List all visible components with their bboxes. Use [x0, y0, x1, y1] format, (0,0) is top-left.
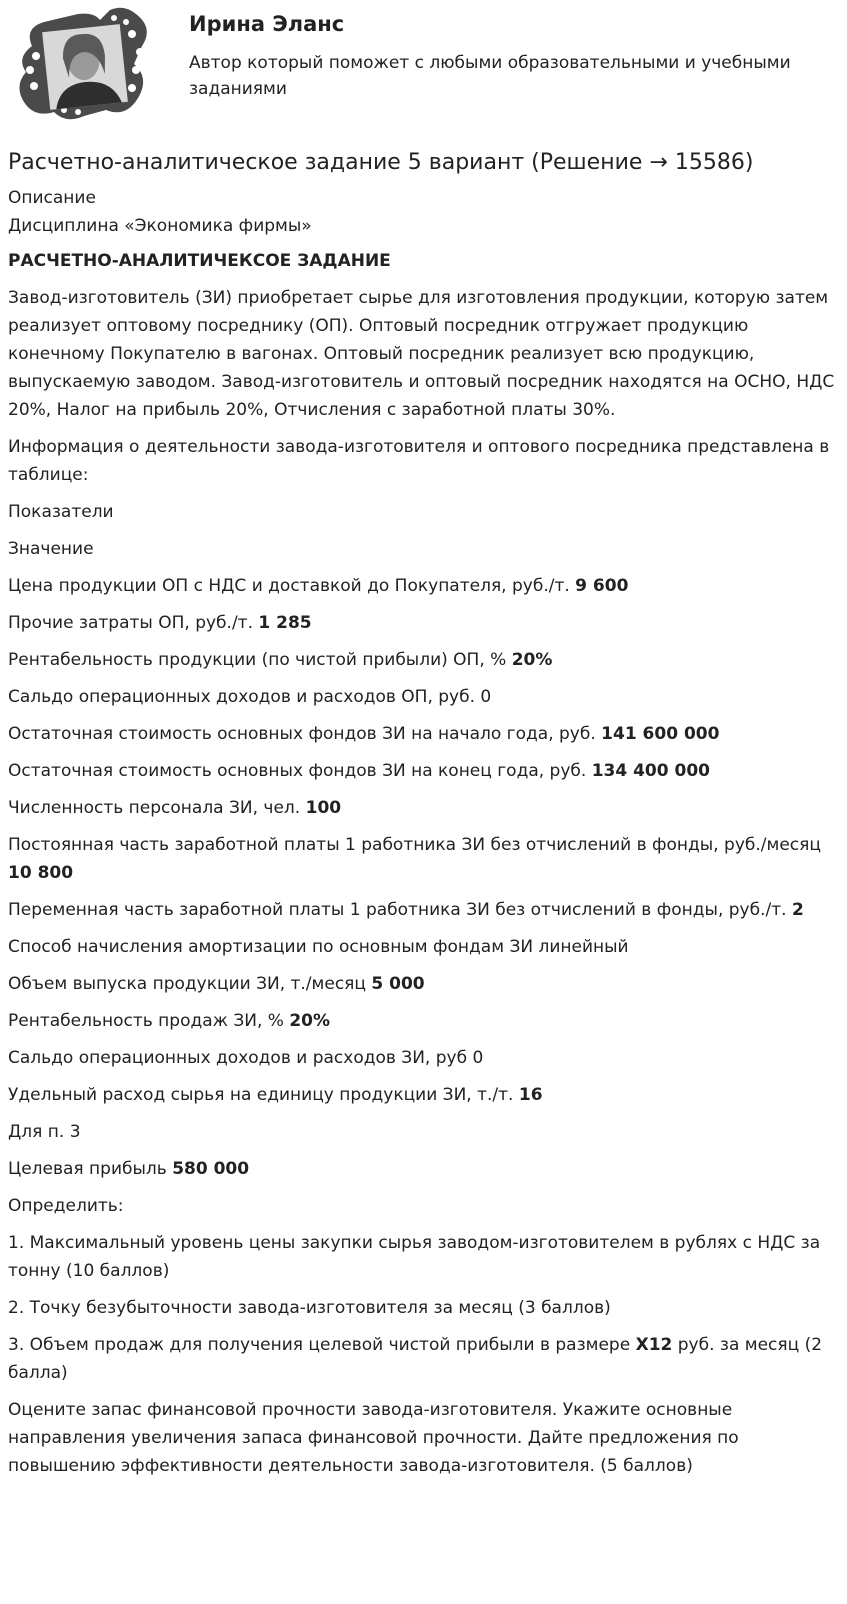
indicator-row	[8, 757, 839, 785]
indicator-label: Рентабельность продукции (по чистой прибыли) ОП, %	[8, 650, 507, 670]
indicator-value: 20%	[511, 650, 553, 670]
indicator-label: Показатели	[8, 502, 114, 522]
indicator-row	[8, 535, 839, 563]
indicator-label: Сальдо операционных доходов и расходов ОП, руб. 0	[8, 687, 492, 707]
indicator-row	[8, 572, 839, 600]
indicator-value: 20%	[289, 1011, 331, 1031]
indicator-row	[8, 1044, 839, 1072]
indicator-row	[8, 896, 839, 924]
indicator-label: 1. Максимальный уровень цены закупки сырья заводом-изготовителем в рублях с НДС за тонну (10 баллов)	[8, 1233, 821, 1281]
indicator-label: Сальдо операционных доходов и расходов ЗИ, руб 0	[8, 1048, 484, 1068]
indicator-row	[8, 609, 839, 637]
indicator-row	[8, 1081, 839, 1109]
indicator-label: Остаточная стоимость основных фондов ЗИ на начало года, руб.	[8, 724, 596, 744]
indicator-row	[8, 970, 839, 998]
indicator-value: 16	[518, 1085, 543, 1105]
indicator-label: Постоянная часть заработной платы 1 работника ЗИ без отчислений в фонды, руб./месяц	[8, 835, 821, 855]
author-description: Автор который поможет с любыми образовательными и учебными заданиями	[189, 53, 791, 99]
indicator-label: Значение	[8, 539, 94, 559]
task-3-text: 3. Объем продаж для получения целевой чистой прибыли в размере	[8, 1335, 631, 1355]
indicator-label: Рентабельность продаж ЗИ, %	[8, 1011, 284, 1031]
indicator-label: Целевая прибыль	[8, 1159, 167, 1179]
description-label: Описание	[8, 188, 96, 208]
indicator-value: 10 800	[8, 863, 74, 883]
indicator-value: 9 600	[575, 576, 629, 596]
indicator-row	[8, 646, 839, 674]
indicator-value: 1 285	[258, 613, 312, 633]
indicator-list	[8, 498, 839, 1322]
indicator-row	[8, 933, 839, 961]
indicator-value: 141 600 000	[601, 724, 720, 744]
author-name[interactable]: Ирина Эланс	[189, 12, 345, 36]
task-3	[8, 1331, 839, 1387]
indicator-value: 2	[791, 900, 804, 920]
indicator-value: 100	[305, 798, 342, 818]
indicator-label: Остаточная стоимость основных фондов ЗИ на конец года, руб.	[8, 761, 587, 781]
indicator-row	[8, 683, 839, 711]
task-heading: РАСЧЕТНО-АНАЛИТИЧЕКСОЕ ЗАДАНИЕ	[8, 251, 391, 271]
indicator-row	[8, 1192, 839, 1220]
indicator-row	[8, 831, 839, 887]
author-avatar	[14, 6, 156, 124]
indicator-value: 134 400 000	[591, 761, 710, 781]
indicator-label: Переменная часть заработной платы 1 работника ЗИ без отчислений в фонды, руб./т.	[8, 900, 787, 920]
page-title: Расчетно-аналитическое задание 5 вариант (Решение → 15586)	[8, 150, 754, 175]
indicator-label: Цена продукции ОП с НДС и доставкой до Покупателя, руб./т.	[8, 576, 570, 596]
indicator-row	[8, 1118, 839, 1146]
indicator-label: Объем выпуска продукции ЗИ, т./месяц	[8, 974, 366, 994]
indicator-row	[8, 1155, 839, 1183]
task-3-value: X12	[635, 1335, 673, 1355]
indicator-value: 580 000	[172, 1159, 250, 1179]
indicator-row	[8, 1294, 839, 1322]
indicator-row	[8, 720, 839, 748]
discipline: Дисциплина «Экономика фирмы»	[8, 216, 312, 236]
indicator-label: 2. Точку безубыточности завода-изготовителя за месяц (3 баллов)	[8, 1298, 611, 1318]
author-header	[8, 0, 839, 130]
indicator-row	[8, 794, 839, 822]
indicator-label: Удельный расход сырья на единицу продукции ЗИ, т./т.	[8, 1085, 514, 1105]
indicator-label: Для п. 3	[8, 1122, 81, 1142]
indicator-label: Прочие затраты ОП, руб./т.	[8, 613, 253, 633]
indicator-label: Численность персонала ЗИ, чел.	[8, 798, 301, 818]
intro-paragraph: Завод-изготовитель (ЗИ) приобретает сырье для изготовления продукции, которую затем реализует оптовому посреднику (ОП). Оптовый посредник отгружает продукцию конечному Покупателю в вагонах. Оптовый посредник реализует всю продукцию, выпускаемую заводом. Завод-изготовитель и оптовый посредник находятся на ОСНО, НДС 20%, Налог на прибыль 20%, Отчисления с заработной платы 30%.	[8, 288, 835, 420]
indicator-row	[8, 1229, 839, 1285]
task-3-suffix: руб. за месяц (2 балла)	[8, 1335, 823, 1383]
indicator-label: Определить:	[8, 1196, 124, 1216]
indicator-label: Способ начисления амортизации по основным фондам ЗИ линейный	[8, 937, 629, 957]
table-intro-paragraph: Информация о деятельности завода-изготовителя и оптового посредника представлена в таблице:	[8, 437, 830, 485]
final-paragraph: Оцените запас финансовой прочности завода-изготовителя. Укажите основные направления увеличения запаса финансовой прочности. Дайте предложения по повышению эффективности деятельности завода-изготовителя. (5 баллов)	[8, 1400, 739, 1476]
indicator-row	[8, 498, 839, 526]
indicator-value: 5 000	[371, 974, 425, 994]
indicator-row	[8, 1007, 839, 1035]
